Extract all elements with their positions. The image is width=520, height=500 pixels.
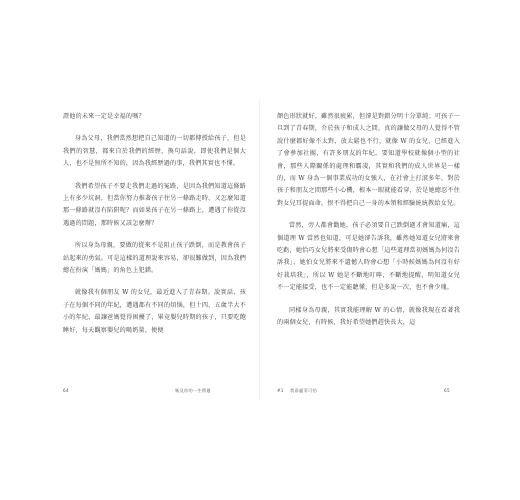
left-paragraph-3: 我們希望孩子不要走我們走過的冤路，是因為我們知道這條路上有多少坑洞，但當你努力推著孩子往另一條路走時，又怎麼知道那一條路就沒有陷阱呢？而如果孩子在另一條路上，遭遇了你從沒遇過的問題，那時候又該怎麼辦？ bbox=[63, 182, 246, 227]
left-running-title: 媽及你的一生傳遞 bbox=[175, 388, 211, 393]
left-page-body bbox=[63, 111, 246, 347]
right-running-title: 我看麗菲可怕 bbox=[290, 388, 317, 393]
page-gutter bbox=[259, 100, 260, 400]
right-paragraph-1: 顏色形狀就好，雖然很疲累，但卻是對錯分明十分單純；可孩子一旦到了青春期，介於孩子和成人之間，真的讓做父母的人覺得不管說什麼都好像不太對，放太鬆也不行，就像 W 的女兒，已經進入了會參加社團，有許多朋友的年紀。要知道學校就像個小型的社會，那些人際關係的處理和霸凌，其實和我們的成人世界是一樣的，而 W 身為一個事業成功的女強人，在社會上打滾多年，對於孩子和朋友之間那些小心機，根本一眼就能看穿，於是她總忍不住對女兒耳提面命，恨不得把自己一身的本領和經驗統統教給女兒。 bbox=[277, 113, 460, 207]
left-paragraph-2: 身為父母，我們當然想把自己知道的一切都傳授給孩子，但是我們的智慧，都來自於我們的經歷，換句話說，即使我們是個大人，也不是無所不知的，因為我經歷過的事，我們其實也不懂。 bbox=[63, 135, 246, 168]
right-page-body bbox=[277, 111, 460, 340]
left-paragraph-1: 證他的未來一定是幸福的嗎？ bbox=[63, 113, 145, 120]
right-paragraph-2: 當然，旁人都會勸她，孩子必須要自己跌倒過才會知道痛，這個道理 W 當然也知道，可是她卻告訴我，雖然她知道女兒將來會吃虧，她恰巧女兒將來受傷時會心想「這些道理當初媽媽為何沒告訴我」，她怕女兒將來不遺憾人時會心想「小時候媽媽為何沒有好好栽培我」，所以 W 她是不斷地叮嚀，不斷地提醒，明知道女兒不一定能接受，也不一定能聽懂，但是多說一次，也不會少塊。 bbox=[277, 222, 460, 292]
right-page-number: 65 bbox=[444, 388, 450, 393]
left-paragraph-4: 所以身為母親，要做的從來不是阻止孩子跌倒，而是教會孩子站起來的勇氣。可是這樣的道理說來容易，卻很難做到，因為我們總在扮演「媽媽」的角色上犯錯。 bbox=[63, 242, 246, 275]
left-paragraph-5: 就像我有個朋友 W 的女兒，最近進入了青春期。說實話，孩子在每個不同的年紀，遭遇都有不同的煩惱，但十四、五歲半大不小的年紀，最讓爸媽覺得困擾了，畢竟嬰兒時期的孩子，只要吃飽睡好，每天觀察嬰兒的喝奶量，便便 bbox=[63, 289, 246, 334]
left-page-number: 64 bbox=[63, 388, 69, 393]
right-paragraph-3: 同樣身為母親，其實我能理解 W 的心情，就像我現在看著我的兩個女兒，有時候，我好希望她們趕快長大，這 bbox=[277, 306, 460, 327]
right-part-label: #1 bbox=[277, 388, 284, 393]
